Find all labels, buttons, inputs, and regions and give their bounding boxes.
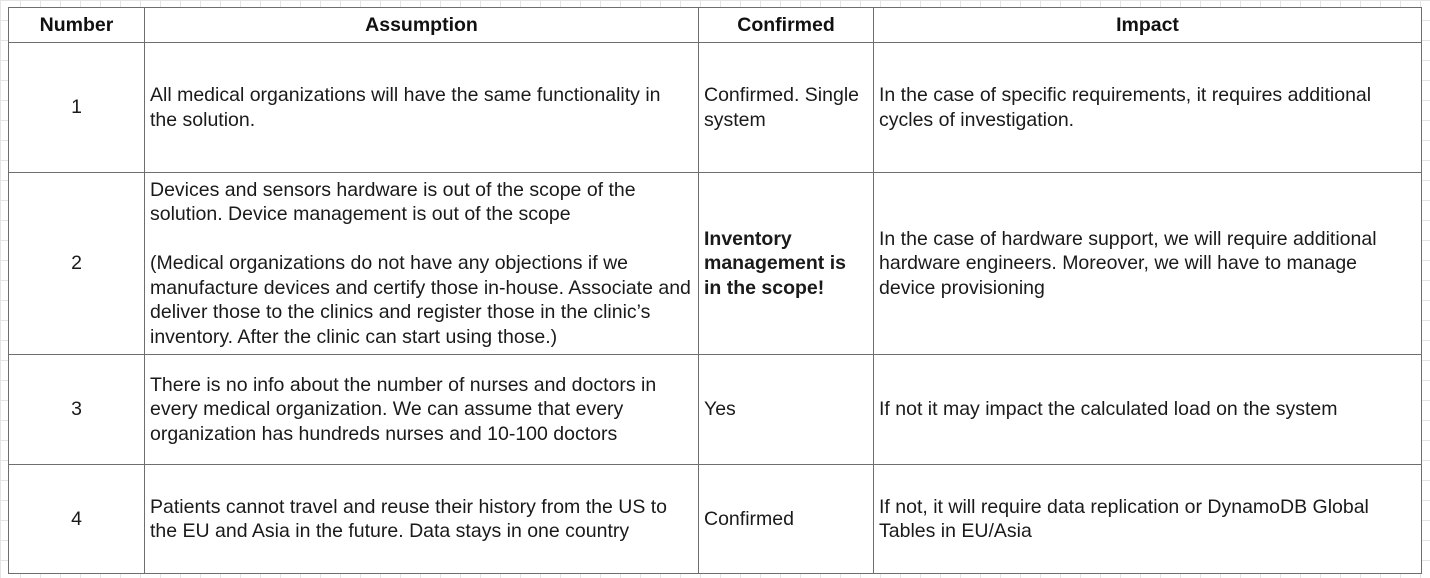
- cell-number[interactable]: 1: [9, 43, 145, 173]
- assumption-text: All medical organizations will have the same functionality in the solution.: [150, 84, 661, 131]
- table-row: [9, 465, 1422, 574]
- assumption-text: Devices and sensors hardware is out of the scope of the solution. Device management is out of the scope: [150, 178, 636, 226]
- cell-impact[interactable]: In the case of hardware support, we will require additional hardware engineers. Moreover, we will have to manage device provisioning: [874, 173, 1422, 355]
- table-row: [9, 173, 1422, 355]
- header-confirmed[interactable]: Confirmed: [699, 8, 874, 43]
- cell-number[interactable]: 2: [9, 173, 145, 355]
- cell-assumption[interactable]: [145, 173, 699, 355]
- cell-assumption[interactable]: [145, 43, 699, 173]
- table-row: [9, 43, 1422, 173]
- cell-impact[interactable]: If not, it will require data replication or DynamoDB Global Tables in EU/Asia: [874, 465, 1422, 574]
- cell-confirmed[interactable]: Confirmed. Single system: [699, 43, 874, 173]
- cell-assumption[interactable]: [145, 465, 699, 574]
- assumption-note: (Medical organizations do not have any objections if we manufacture devices and certify those in-house. Associate and deliver those to the clinics and register those in the clinic’s inventory. After the clinic can start using those.): [150, 252, 691, 348]
- header-impact[interactable]: Impact: [874, 8, 1422, 43]
- cell-confirmed[interactable]: Inventory management is in the scope!: [699, 173, 874, 355]
- header-row: [9, 8, 1422, 43]
- table-row: [9, 355, 1422, 465]
- header-assumption[interactable]: Assumption: [145, 8, 699, 43]
- header-number[interactable]: Number: [9, 8, 145, 43]
- assumptions-table: [8, 7, 1422, 574]
- assumption-text: Patients cannot travel and reuse their history from the US to the EU and Asia in the future. Data stays in one country: [150, 495, 668, 542]
- cell-number[interactable]: 4: [9, 465, 145, 574]
- cell-impact[interactable]: If not it may impact the calculated load on the system: [874, 355, 1422, 465]
- cell-assumption[interactable]: [145, 355, 699, 465]
- cell-confirmed[interactable]: Yes: [699, 355, 874, 465]
- cell-impact[interactable]: In the case of specific requirements, it requires additional cycles of investigation.: [874, 43, 1422, 173]
- assumption-text: There is no info about the number of nurses and doctors in every medical organization. We can assume that every organization has hundreds nurses and 10-100 doctors: [150, 373, 657, 445]
- cell-number[interactable]: 3: [9, 355, 145, 465]
- cell-confirmed[interactable]: Confirmed: [699, 465, 874, 574]
